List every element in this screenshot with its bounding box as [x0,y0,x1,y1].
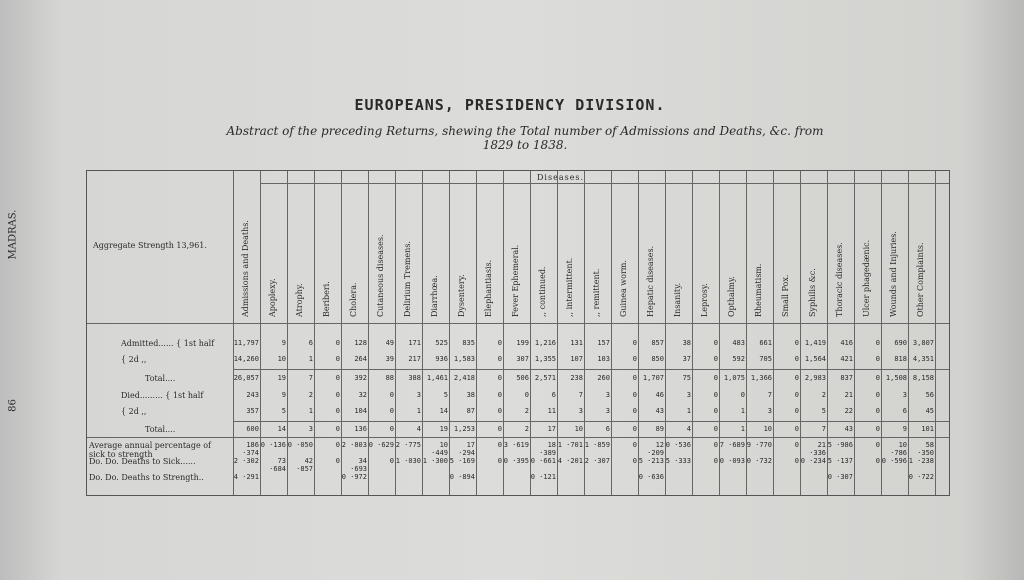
table-cell: 0 [335,407,340,415]
table-cell: 600 [246,425,259,433]
table-cell: 7 [767,391,772,399]
table-cell: 0 [794,355,799,363]
table-cell: 0 ·395 [503,457,529,465]
table-cell: 0 [497,425,502,433]
table-cell: 388 [408,374,421,382]
table-cell: 0 [632,339,637,347]
table-cell: 4 [416,425,421,433]
table-cell: 1,508 [885,374,907,382]
column-header: ,, intermittent. [565,257,574,317]
table-cell: 0 [497,441,502,449]
table-cell: 0 [335,339,340,347]
table-cell: 21 [844,391,853,399]
table-cell: 19 [439,425,448,433]
table-cell: 43 [655,407,664,415]
table-cell: 49 [385,339,394,347]
table-cell: 307 [516,355,529,363]
table-cell: 2,571 [534,374,556,382]
table-cell: 2 [308,391,313,399]
page-subtitle: Abstract of the preceding Returns, shewing the Total number of Admissions and Deaths, &c. from 1829 to 1838. [226,124,824,152]
table-cell: 14,260 [233,355,259,363]
table-cell: 2 ·307 [584,457,610,465]
column-header: Opthalmy. [727,276,736,317]
table-cell: 6 [605,425,610,433]
column-header: Beriberi. [322,281,331,317]
table-cell: 483 [732,339,745,347]
table-cell: 1,216 [534,339,556,347]
table-cell: 0 [875,355,880,363]
margin-region-label: MADRAS. [7,209,19,260]
table-cell: 6 [902,407,907,415]
column-header: Guinea worm. [619,260,628,317]
table-cell: 0 [713,374,718,382]
table-cell: 690 [894,339,907,347]
table-cell: 10 ·449 [431,441,448,457]
table-cell: 1,461 [426,374,448,382]
table-cell: 2 ·775 [395,441,421,449]
table-cell: 592 [732,355,745,363]
table-cell: 0 ·636 [638,473,664,481]
rule-averages [87,437,949,438]
table-cell: 260 [597,374,610,382]
table-cell: 0 [335,457,340,465]
table-cell: 0 [794,407,799,415]
table-cell: 217 [408,355,421,363]
table-cell: 104 [354,407,367,415]
table-cell: 0 [713,355,718,363]
table-cell: 3 [578,407,583,415]
table-cell: 0 ·722 [908,473,934,481]
table-cell: 18 ·389 [539,441,556,457]
table-cell: 0 [875,457,880,465]
column-header: Other Complaints. [916,242,925,317]
column-header: Cutaneous diseases. [376,234,385,317]
table-cell: 2 ·302 [233,457,259,465]
table-cell: 0 [713,407,718,415]
table-cell: 199 [516,339,529,347]
table-cell: 9 ·770 [746,441,772,449]
table-cell: 857 [651,339,664,347]
table-cell: 1,419 [804,339,826,347]
row-label: Total.... [145,425,176,434]
table-cell: 0 [632,425,637,433]
column-header: Dysentery. [457,274,466,317]
table-cell: 10 ·786 [890,441,907,457]
table-cell: 525 [435,339,448,347]
table-cell: 1 [686,407,691,415]
row-label: Died......... { 1st half [121,391,204,400]
table-cell: 88 [385,374,394,382]
table-cell: 0 ·661 [530,457,556,465]
table-cell: 0 [632,441,637,449]
table-cell: 11 [547,407,556,415]
table-cell: 0 [794,425,799,433]
column-header: Thoracic diseases. [835,242,844,317]
table-cell: 850 [651,355,664,363]
table-cell: 4 ·201 [557,457,583,465]
table-cell: 1 [740,425,745,433]
table-cell: 2,418 [453,374,475,382]
table-cell: 0 [632,391,637,399]
table-cell: 9 [902,425,907,433]
table-cell: 0 [497,391,502,399]
table-cell: 0 [497,339,502,347]
table-cell: 0 ·093 [719,457,745,465]
row-label: Total.... [145,374,176,383]
table-cell: 9 [281,339,286,347]
table-cell: 0 [875,425,880,433]
table-cell: 17 [547,425,556,433]
table-cell: 12 ·209 [647,441,664,457]
table-cell: 2 [821,391,826,399]
table-cell: 17 ·294 [458,441,475,457]
table-cell: 3,807 [912,339,934,347]
table-cell: 38 [682,339,691,347]
column-header: Delirium Tremens. [403,241,412,317]
table-cell: 3 [605,391,610,399]
table-cell: 0 [335,374,340,382]
table-cell: 128 [354,339,367,347]
table-cell: 6 [308,339,313,347]
table-cell: 87 [466,407,475,415]
table-cell: 1 [740,407,745,415]
table-cell: 7 [578,391,583,399]
table-cell: 1,075 [723,374,745,382]
table-cell: 1 [416,407,421,415]
table-cell: 264 [354,355,367,363]
table-cell: 0 [740,391,745,399]
table-cell: 1 ·300 [422,457,448,465]
table-cell: 0 [632,374,637,382]
table-cell: 2 ·803 [341,441,367,449]
row-label: Admitted...... { 1st half [121,339,215,348]
table-cell: 131 [570,339,583,347]
table-cell: 89 [655,425,664,433]
table-cell: 10 [574,425,583,433]
table-cell: 38 [466,391,475,399]
table-cell: 34 ·693 [350,457,367,473]
table-cell: 0 [794,374,799,382]
table-cell: 171 [408,339,421,347]
table-cell: 56 [925,391,934,399]
table-cell: 421 [840,355,853,363]
table-cell: 0 ·972 [341,473,367,481]
table-cell: 0 ·234 [800,457,826,465]
table-cell: 4 [686,425,691,433]
table-cell: 238 [570,374,583,382]
table-cell: 5 [443,391,448,399]
table-cell: 0 [389,407,394,415]
table-cell: 32 [358,391,367,399]
table-cell: 818 [894,355,907,363]
column-header: Fever Ephemeral. [511,244,520,317]
column-header: Diarrhœa. [430,275,439,317]
table-cell: 21 ·336 [809,441,826,457]
table-cell: 1 ·030 [395,457,421,465]
column-header: Admissions and Deaths. [241,220,250,317]
table-cell: 1,355 [534,355,556,363]
column-header: Apoplexy. [268,278,277,317]
table-cell: 4,351 [912,355,934,363]
table-cell: 43 [844,425,853,433]
table-cell: 0 [497,374,502,382]
table-cell: 2,983 [804,374,826,382]
table-cell: 8,158 [912,374,934,382]
table-cell: 0 ·629 [368,441,394,449]
table-cell: 0 [875,407,880,415]
table-cell: 0 ·136 [260,441,286,449]
column-header: Small Pox. [781,274,790,317]
table-cell: 0 [713,441,718,449]
table-cell: 1 ·701 [557,441,583,449]
table-cell: 11,797 [233,339,259,347]
table-cell: 0 [632,407,637,415]
table-cell: 357 [246,407,259,415]
table-cell: 0 [713,339,718,347]
table-cell: 73 ·684 [269,457,286,473]
abstract-table [86,170,950,496]
column-header: Ulcer phagedænic. [862,239,871,317]
row-label: { 2d ,, [121,407,147,416]
table-cell: 0 [524,391,529,399]
table-cell: 0 ·307 [827,473,853,481]
table-cell: 7 ·689 [719,441,745,449]
table-cell: 3 [902,391,907,399]
table-cell: 2 [524,425,529,433]
table-cell: 0 [794,441,799,449]
table-cell: 1,583 [453,355,475,363]
table-cell: 0 ·050 [287,441,313,449]
column-header: Leprosy. [700,283,709,317]
table-cell: 0 [875,339,880,347]
table-cell: 157 [597,339,610,347]
table-cell: 10 [763,425,772,433]
table-cell: 5 ·213 [638,457,664,465]
table-cell: 7 [821,425,826,433]
table-cell: 3 ·619 [503,441,529,449]
table-cell: 3 [686,391,691,399]
table-cell: 392 [354,374,367,382]
table-cell: 0 [875,441,880,449]
column-header: Rheumatism. [754,263,763,317]
table-cell: 3 [416,391,421,399]
table-cell: 0 [335,441,340,449]
table-cell: 19 [277,374,286,382]
table-cell: 0 [497,457,502,465]
table-cell: 0 [713,425,718,433]
table-cell: 39 [385,355,394,363]
table-cell: 5 ·986 [827,441,853,449]
table-cell: 1,707 [642,374,664,382]
stub-header: Aggregate Strength 13,961. [93,241,207,250]
table-cell: 0 [389,391,394,399]
row-label: { 2d ,, [121,355,147,364]
table-cell: 10 [277,355,286,363]
table-cell: 186 ·374 [242,441,259,457]
table-cell: 107 [570,355,583,363]
rule-header-bottom [87,323,949,324]
table-cell: 1 [308,355,313,363]
table-cell: 0 ·596 [881,457,907,465]
table-cell: 0 [497,355,502,363]
table-cell: 103 [597,355,610,363]
table-cell: 14 [277,425,286,433]
table-cell: 0 [389,457,394,465]
table-cell: 506 [516,374,529,382]
table-cell: 3 [767,407,772,415]
table-cell: 46 [655,391,664,399]
table-cell: 0 [632,355,637,363]
diseases-group-header: Diseases. [537,173,585,182]
table-cell: 6 [551,391,556,399]
table-cell: 2 [524,407,529,415]
table-cell: 0 [794,457,799,465]
column-header: Syphilis &c. [808,268,817,317]
table-cell: 0 [794,391,799,399]
table-cell: 37 [682,355,691,363]
row-label: Do. Do. Deaths to Strength.. [89,473,204,482]
table-cell: 936 [435,355,448,363]
column-header: Wounds and Injuries. [889,231,898,317]
table-cell: 0 [632,457,637,465]
table-cell: 5 ·137 [827,457,853,465]
rule-diseases [260,183,949,184]
table-cell: 1 [308,407,313,415]
table-cell: 5 ·169 [449,457,475,465]
table-cell: 1,564 [804,355,826,363]
table-cell: 0 [497,407,502,415]
table-cell: 136 [354,425,367,433]
table-cell: 0 ·536 [665,441,691,449]
table-cell: 705 [759,355,772,363]
table-cell: 1 ·238 [908,457,934,465]
table-cell: 58 ·350 [917,441,934,457]
table-cell: 0 [875,374,880,382]
table-cell: 4 ·291 [233,473,259,481]
table-cell: 0 [389,425,394,433]
column-header: ,, continued. [538,266,547,317]
table-cell: 0 [335,425,340,433]
table-cell: 5 [821,407,826,415]
column-header: Atrophy. [295,283,304,317]
column-header: Cholera. [349,282,358,317]
table-cell: 0 [713,457,718,465]
table-cell: 1,253 [453,425,475,433]
table-cell: 0 [335,355,340,363]
table-cell: 5 [281,407,286,415]
table-cell: 1,366 [750,374,772,382]
table-cell: 0 [713,391,718,399]
column-header: Insanity. [673,282,682,317]
table-cell: 835 [462,339,475,347]
table-cell: 7 [308,374,313,382]
table-cell: 26,057 [233,374,259,382]
row-label: Do. Do. Deaths to Sick...... [89,457,196,466]
table-cell: 42 ·857 [296,457,313,473]
row-label: Average annual percentage of sick to strength [89,441,212,459]
table-cell: 0 [794,339,799,347]
table-cell: 243 [246,391,259,399]
table-cell: 1 ·859 [584,441,610,449]
table-cell: 9 [281,391,286,399]
table-cell: 3 [308,425,313,433]
table-cell: 14 [439,407,448,415]
table-cell: 75 [682,374,691,382]
table-cell: 22 [844,407,853,415]
table-cell: 661 [759,339,772,347]
table-cell: 101 [921,425,934,433]
column-header: Elephantiasis. [484,259,493,317]
table-cell: 5 ·333 [665,457,691,465]
table-cell: 0 [335,391,340,399]
table-cell: 0 ·894 [449,473,475,481]
table-cell: 0 ·121 [530,473,556,481]
column-header: Hepatic diseases. [646,245,655,317]
table-cell: 45 [925,407,934,415]
table-cell: 416 [840,339,853,347]
table-cell: 0 [875,391,880,399]
margin-page-number: 86 [7,399,19,412]
column-header: ,, remittent. [592,268,601,317]
page-title: EUROPEANS, PRESIDENCY DIVISION. [354,96,666,114]
table-cell: 837 [840,374,853,382]
table-cell: 0 ·732 [746,457,772,465]
table-cell: 3 [605,407,610,415]
column-rule [935,171,936,495]
